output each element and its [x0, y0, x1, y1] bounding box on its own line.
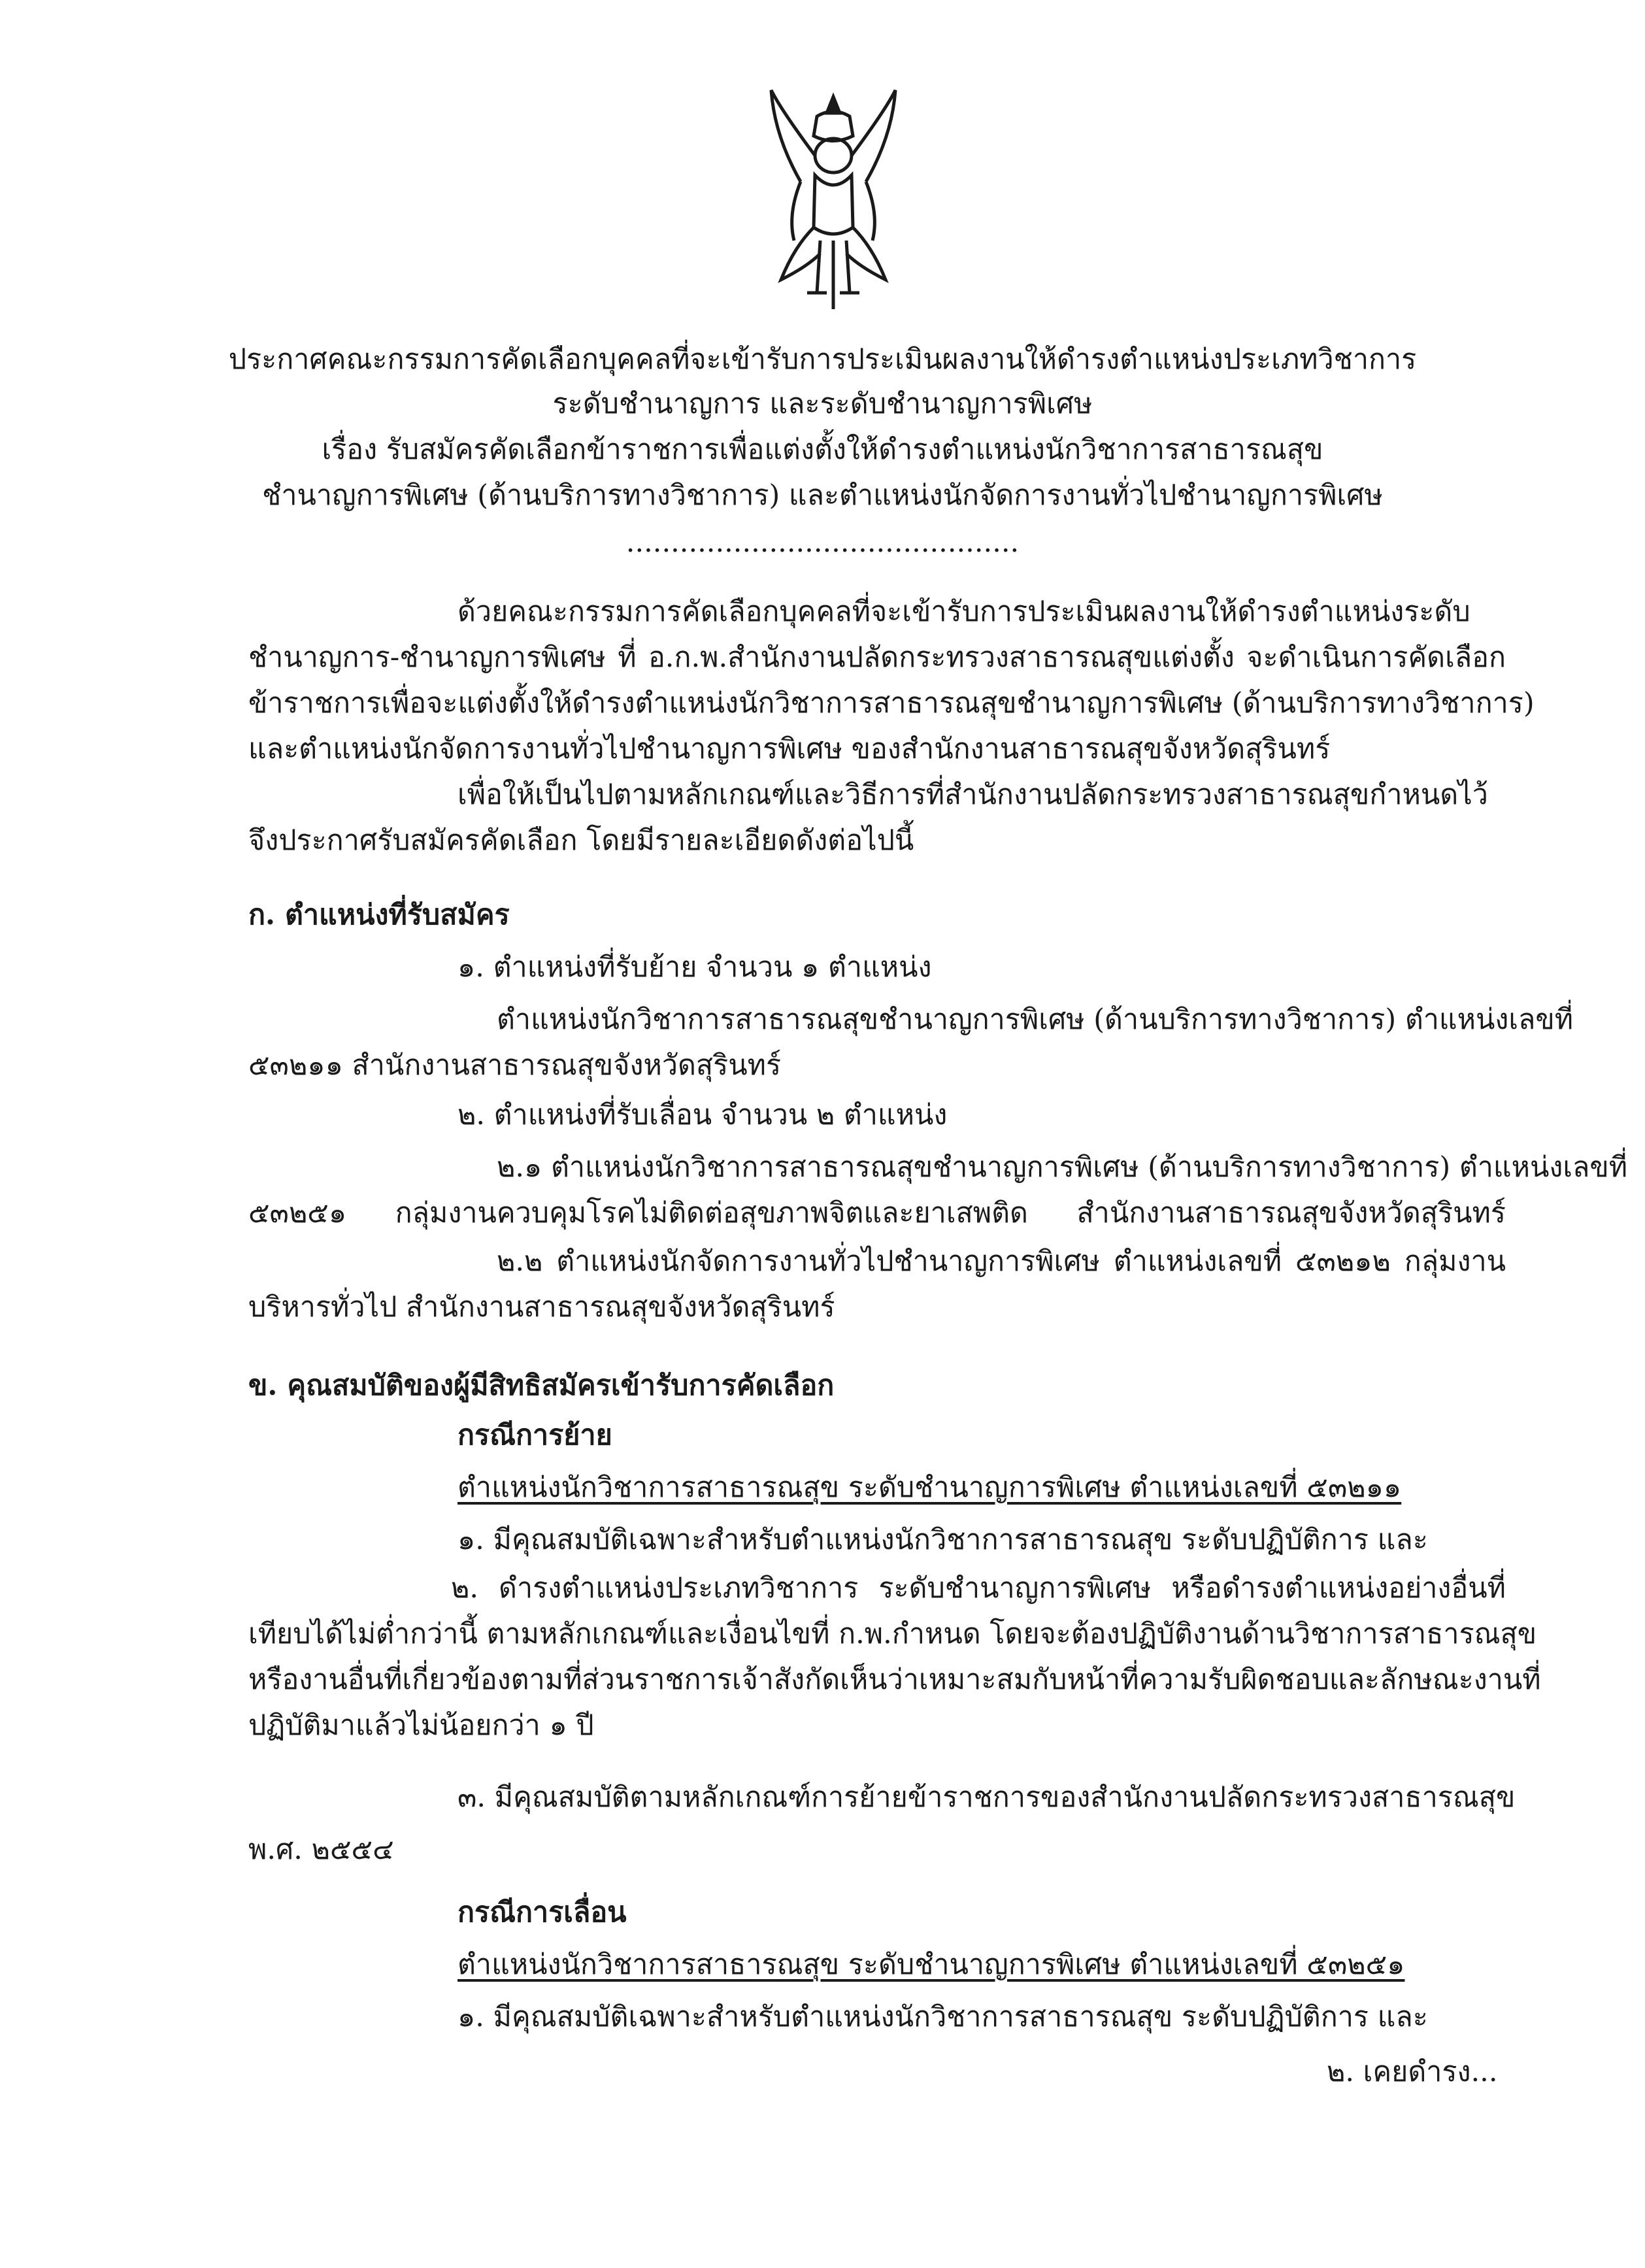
- promotion-item-1: ๑. มีคุณสมบัติเฉพาะสำหรับตำแหน่งนักวิชาการสาธารณสุข ระดับปฏิบัติการ และ: [457, 2001, 1428, 2033]
- move-item-2-line-1: ๒. ดำรงตำแหน่งประเภทวิชาการ ระดับชำนาญการพิเศษ หรือดำรงตำแหน่งอย่างอื่นที่: [451, 1572, 1506, 1605]
- section-a-item-1-line-1: ตำแหน่งนักวิชาการสาธารณสุขชำนาญการพิเศษ (ด้านบริการทางวิชาการ) ตำแหน่งเลขที่: [497, 1003, 1574, 1036]
- promotion-heading: กรณีการเลื่อน: [457, 1896, 627, 1929]
- section-a-item-2-2-line-2: บริหารทั่วไป สำนักงานสาธารณสุขจังหวัดสุรินทร์: [248, 1291, 835, 1324]
- title-line-4: ชำนาญการพิเศษ (ด้านบริการทางวิชาการ) และตำแหน่งนักจัดการงานทั่วไปชำนาญการพิเศษ: [262, 479, 1383, 512]
- move-position: ตำแหน่งนักวิชาการสาธารณสุข ระดับชำนาญการพิเศษ ตำแหน่งเลขที่ ๕๓๒๑๑: [457, 1471, 1402, 1504]
- section-a-item-1: ๑. ตำแหน่งที่รับย้าย จำนวน ๑ ตำแหน่ง: [457, 951, 932, 984]
- intro-p2-line-1: เพื่อให้เป็นไปตามหลักเกณฑ์และวิธีการที่สำนักงานปลัดกระทรวงสาธารณสุขกำหนดไว้: [457, 778, 1488, 811]
- move-item-1: ๑. มีคุณสมบัติเฉพาะสำหรับตำแหน่งนักวิชาการสาธารณสุข ระดับปฏิบัติการ และ: [457, 1524, 1428, 1556]
- move-heading: กรณีการย้าย: [457, 1419, 612, 1452]
- move-item-2-line-2: เทียบได้ไม่ต่ำกว่านี้ ตามหลักเกณฑ์และเงื่อนไขที่ ก.พ.กำหนด โดยจะต้องปฏิบัติงานด้านวิชาการสาธารณสุข: [248, 1618, 1537, 1650]
- title-line-1: ประกาศคณะกรรมการคัดเลือกบุคคลที่จะเข้ารับการประเมินผลงานให้ดำรงตำแหน่งประเภทวิชาการ: [228, 343, 1417, 376]
- section-a-item-1-line-2: ๕๓๒๑๑ สำนักงานสาธารณสุขจังหวัดสุรินทร์: [248, 1049, 782, 1082]
- title-separator: ............................................: [625, 526, 1020, 559]
- move-item-3-line-1: ๓. มีคุณสมบัติตามหลักเกณฑ์การย้ายข้าราชการของสำนักงานปลัดกระทรวงสาธารณสุข: [457, 1781, 1516, 1814]
- section-a-item-2-2-line-1: ๒.๒ ตำแหน่งนักจัดการงานทั่วไปชำนาญการพิเศษ ตำแหน่งเลขที่ ๕๓๒๑๒ กลุ่มงาน: [497, 1245, 1506, 1278]
- promotion-position: ตำแหน่งนักวิชาการสาธารณสุข ระดับชำนาญการพิเศษ ตำแหน่งเลขที่ ๕๓๒๕๑: [457, 1948, 1405, 1981]
- intro-p1-line-1: ด้วยคณะกรรมการคัดเลือกบุคคลที่จะเข้ารับการประเมินผลงานให้ดำรงตำแหน่งระดับ: [457, 595, 1471, 628]
- section-b-heading: ข. คุณสมบัติของผู้มีสิทธิสมัครเข้ารับการคัดเลือก: [248, 1369, 835, 1402]
- move-item-2-line-3: หรืองานอื่นที่เกี่ยวข้องตามที่ส่วนราชการเจ้าสังกัดเห็นว่าเหมาะสมกับหน้าที่ความรับผิดชอบและลักษณะงานที่: [248, 1663, 1541, 1696]
- section-a-item-2: ๒. ตำแหน่งที่รับเลื่อน จำนวน ๒ ตำแหน่ง: [457, 1099, 948, 1131]
- title-line-2: ระดับชำนาญการ และระดับชำนาญการพิเศษ: [552, 388, 1093, 420]
- intro-p2-line-2: จึงประกาศรับสมัครคัดเลือก โดยมีรายละเอียดดังต่อไปนี้: [248, 824, 914, 857]
- intro-p1-line-4: และตำแหน่งนักจัดการงานทั่วไปชำนาญการพิเศษ ของสำนักงานสาธารณสุขจังหวัดสุรินทร์: [248, 733, 1331, 765]
- intro-p1-line-3: ข้าราชการเพื่อจะแต่งตั้งให้ดำรงตำแหน่งนักวิชาการสาธารณสุขชำนาญการพิเศษ (ด้านบริการทางวิชาการ): [248, 687, 1535, 720]
- move-item-2-line-4: ปฏิบัติมาแล้วไม่น้อยกว่า ๑ ปี: [248, 1709, 594, 1742]
- section-a-heading: ก. ตำแหน่งที่รับสมัคร: [248, 899, 510, 931]
- title-line-3: เรื่อง รับสมัครคัดเลือกข้าราชการเพื่อแต่งตั้งให้ดำรงตำแหน่งนักวิชาการสาธารณสุข: [322, 433, 1323, 466]
- section-a-item-2-1-line-2: ๕๓๒๕๑ กลุ่มงานควบคุมโรคไม่ติดต่อสุขภาพจิตและยาเสพติด สำนักงานสาธารณสุขจังหวัดสุรินทร์: [248, 1197, 1506, 1229]
- move-item-3-line-2: พ.ศ. ๒๕๕๔: [248, 1833, 394, 1866]
- garuda-emblem-icon: [755, 84, 912, 319]
- section-a-item-2-1-line-1: ๒.๑ ตำแหน่งนักวิชาการสาธารณสุขชำนาญการพิเศษ (ด้านบริการทางวิชาการ) ตำแหน่งเลขที่: [497, 1151, 1628, 1184]
- continued-marker: ๒. เคยดำรง...: [1327, 2056, 1498, 2088]
- intro-p1-line-2: ชำนาญการ-ชำนาญการพิเศษ ที่ อ.ก.พ.สำนักงานปลัดกระทรวงสาธารณสุขแต่งตั้ง จะดำเนินการคัดเลือก: [248, 641, 1506, 674]
